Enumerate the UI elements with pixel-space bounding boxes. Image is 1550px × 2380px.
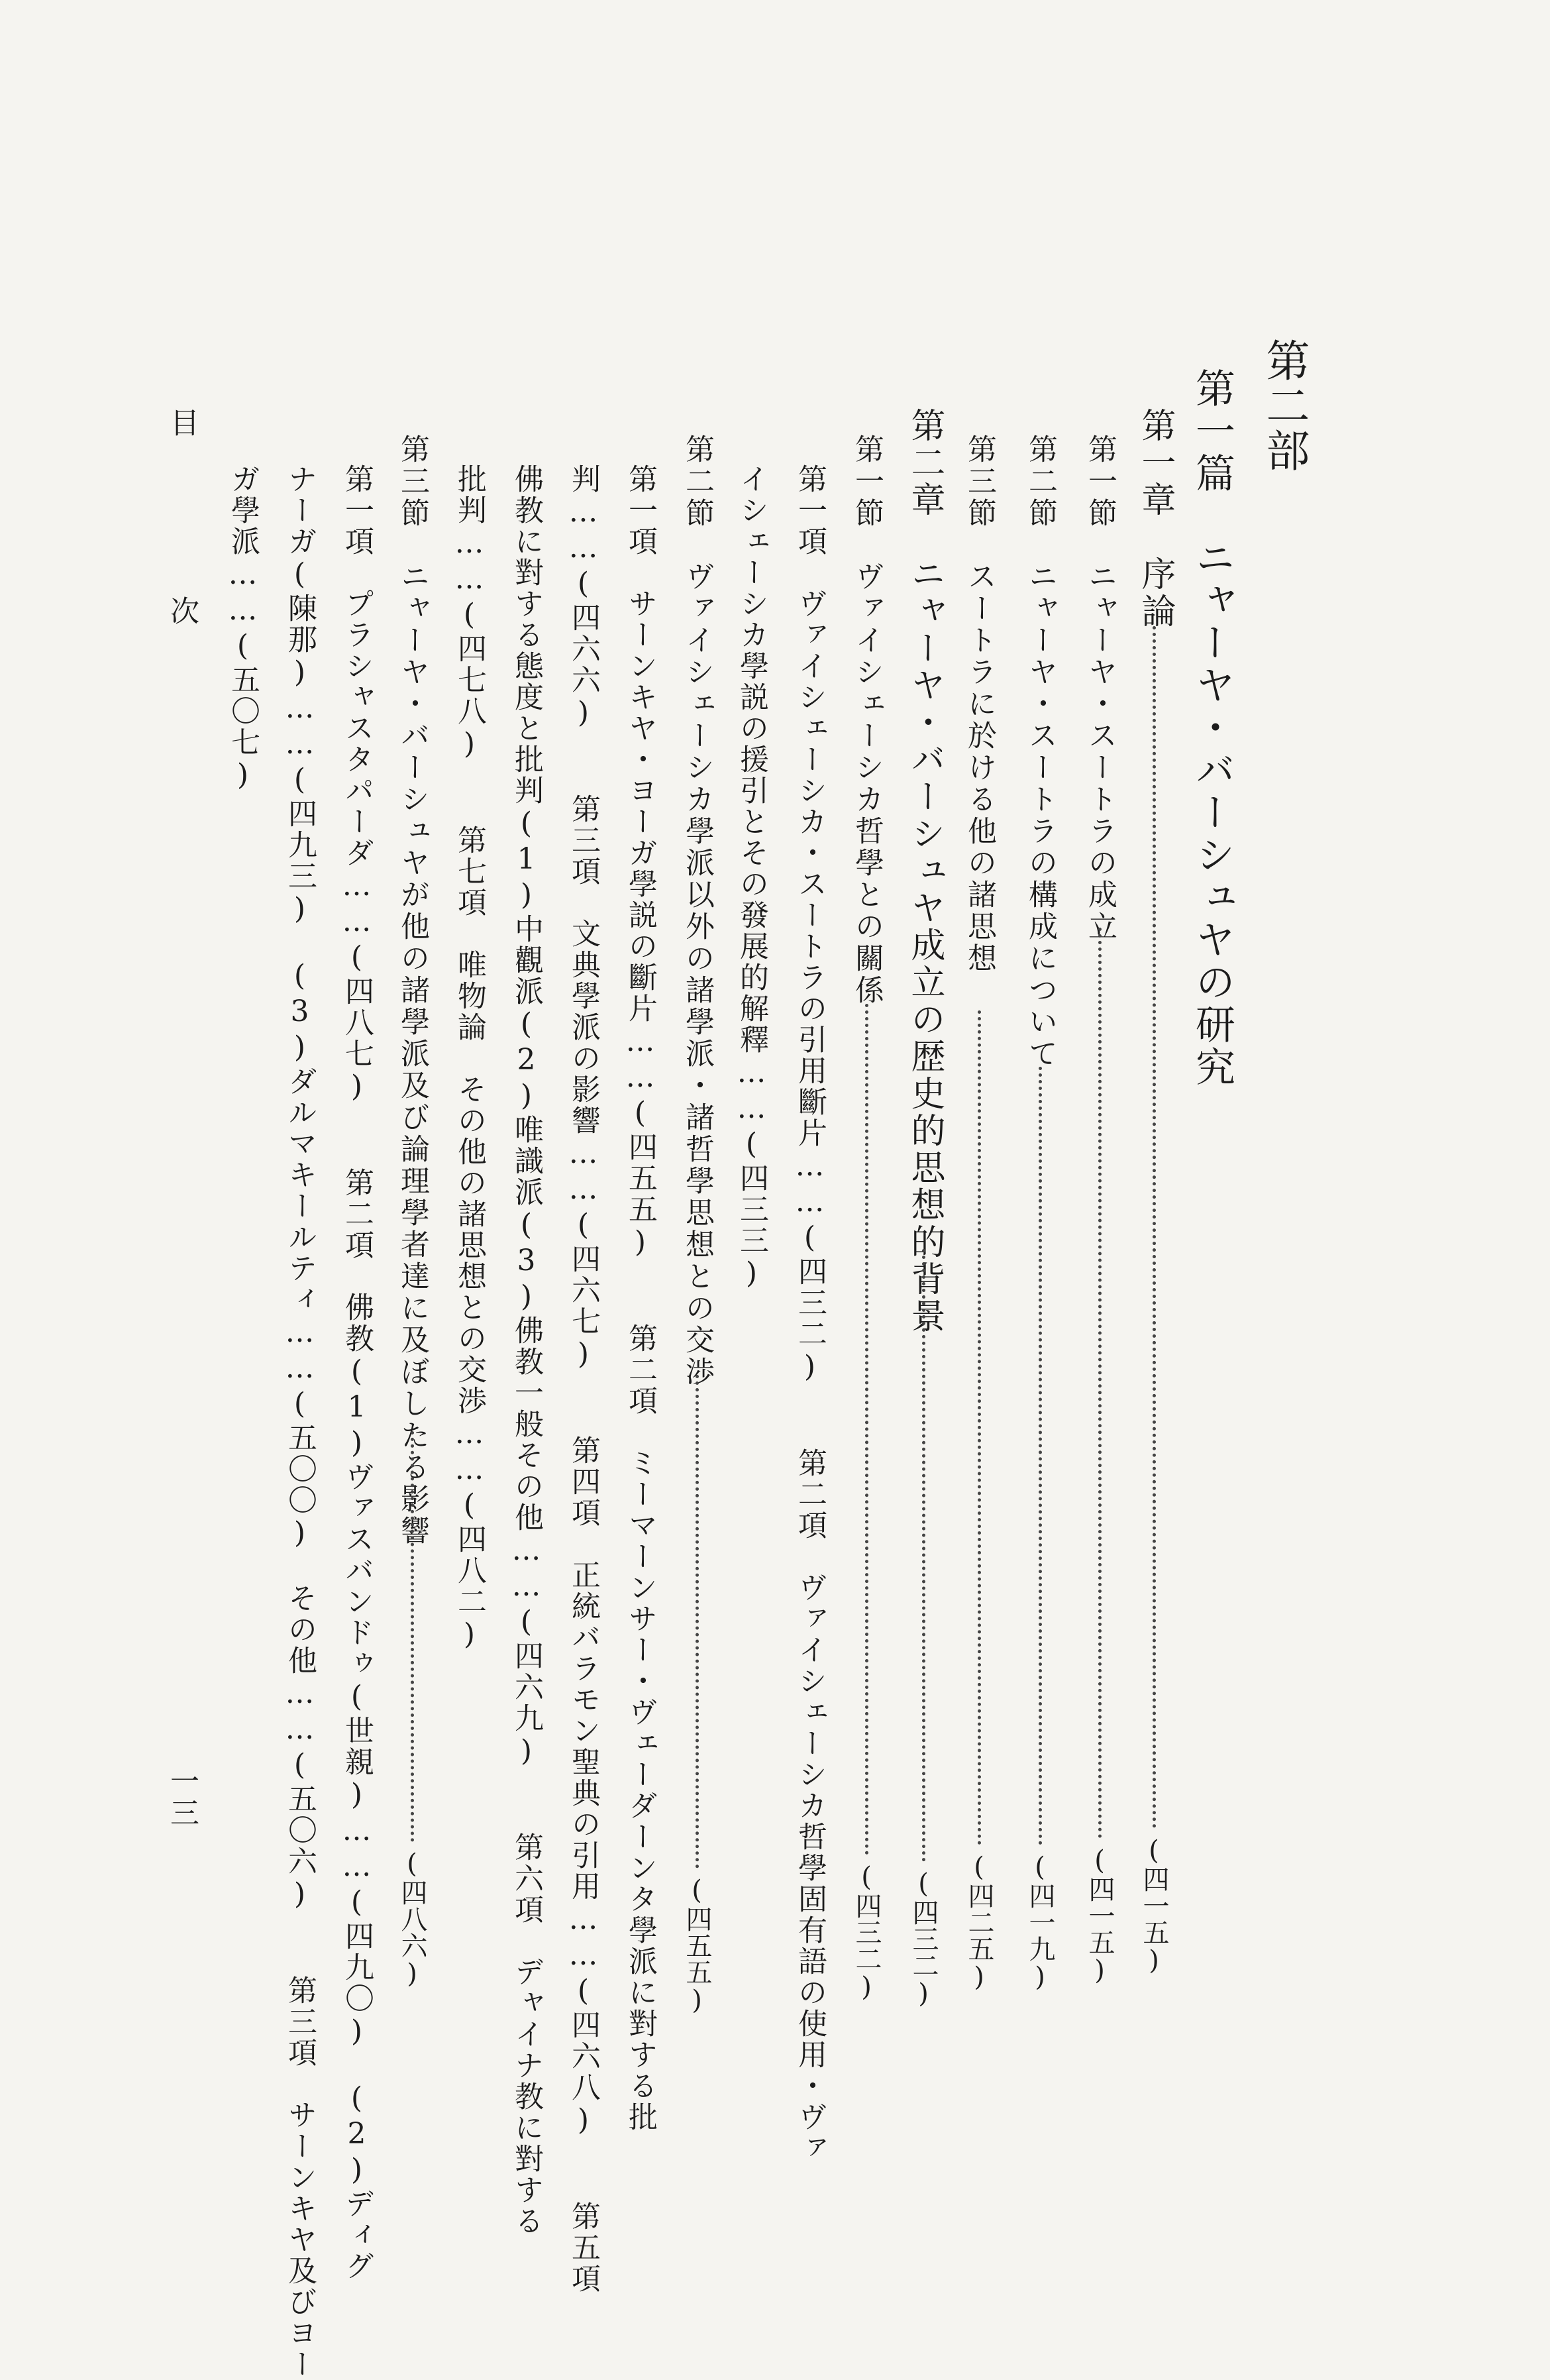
chapter-2-heading: 第二章 ニャーヤ・バーシュヤ成立の歴史的思想的背景 [905, 407, 945, 1335]
leader-dots [922, 1249, 925, 1862]
leader-dots [865, 1004, 868, 1855]
hen-heading: 第一篇 ニャーヤ・バーシュヤの研究 [1189, 368, 1235, 1089]
item-line: 批判……(四七八) 第七項 唯物論 その他の諸思想との交渉……(四八二) [452, 464, 486, 1653]
section-1-2: 第二節 ニャーヤ・スートラの構成について [1023, 434, 1057, 1070]
page-ref: (四一九) [1025, 1852, 1055, 1992]
item-line: イシェーシカ學説の援引とその發展的解釋……(四三三) [735, 464, 768, 1292]
item-line: ナーガ(陳那)……(四九三) (3)ダルマキールティ……(五〇〇) その他……(五〇六) 第三項 サーンキヤ及びヨー [283, 464, 317, 2380]
page-ref: (四一五) [1084, 1845, 1115, 1986]
item-line: 佛教に對する態度と批判(1)中觀派(2)唯識派(3)佛教一般その他……(四六九) 第六項 デャイナ教に對する [509, 464, 543, 2237]
section-2-1: 第一節 ヴァイシェーシカ哲學との關係 [850, 434, 884, 1006]
leader-dots [1153, 626, 1156, 1829]
leader-dots [1098, 928, 1102, 1839]
section-1-3: 第三節 スートラに於ける他の諸思想 [962, 434, 996, 975]
item-line: 判……(四六六) 第三項 文典學派の影響……(四六七) 第四項 正統バラモン聖典の引用……(四六八) 第五項 [566, 464, 600, 2295]
section-2-3: 第三節 ニャーヤ・バーシュヤが他の諸學派及び論理學者達に及ぼしたる影響 [395, 434, 429, 1547]
page-ref: (四五五) [682, 1875, 712, 2016]
item-line: ガ學派……(五〇七) [226, 464, 260, 794]
item-line: 第一項 サーンキヤ・ヨーガ學説の斷片……(四五五) 第二項 ミーマーンサー・ヴェーダーンタ學派に對する批 [623, 464, 657, 2133]
page-ref: (四八六) [397, 1849, 427, 1989]
section-2-2: 第二節 ヴァイシェーシカ學派以外の諸學派・諸哲學思想との交渉 [680, 434, 714, 1388]
page-number: 一三 [165, 1766, 199, 1829]
leader-dots [978, 1010, 981, 1845]
section-1-1: 第一節 ニャーヤ・スートラの成立 [1083, 434, 1117, 943]
footer-title: 目次 [165, 407, 199, 784]
leader-dots [696, 1375, 699, 1868]
leader-dots [1039, 1067, 1042, 1845]
page-ref: (四三二) [908, 1868, 939, 2009]
page-ref: (四二五) [964, 1852, 994, 1992]
leader-dots [411, 1431, 414, 1842]
part-heading: 第二部 [1259, 338, 1310, 473]
chapter-1-heading: 第一章 序論 [1135, 407, 1175, 630]
page-ref: (四一五) [1139, 1835, 1169, 1976]
item-line: 第一項 プラシャスタパーダ……(四八七) 第二項 佛教(1)ヴァスバンドゥ(世親)……(四九〇) (2)ディグ [340, 464, 374, 2282]
item-line: 第一項 ヴァイシェーシカ・スートラの引用斷片……(四三二) 第二項 ヴァイシェーシカ哲學固有語の使用・ヴァ [793, 464, 827, 2164]
page-ref: (四三二) [851, 1862, 882, 2002]
